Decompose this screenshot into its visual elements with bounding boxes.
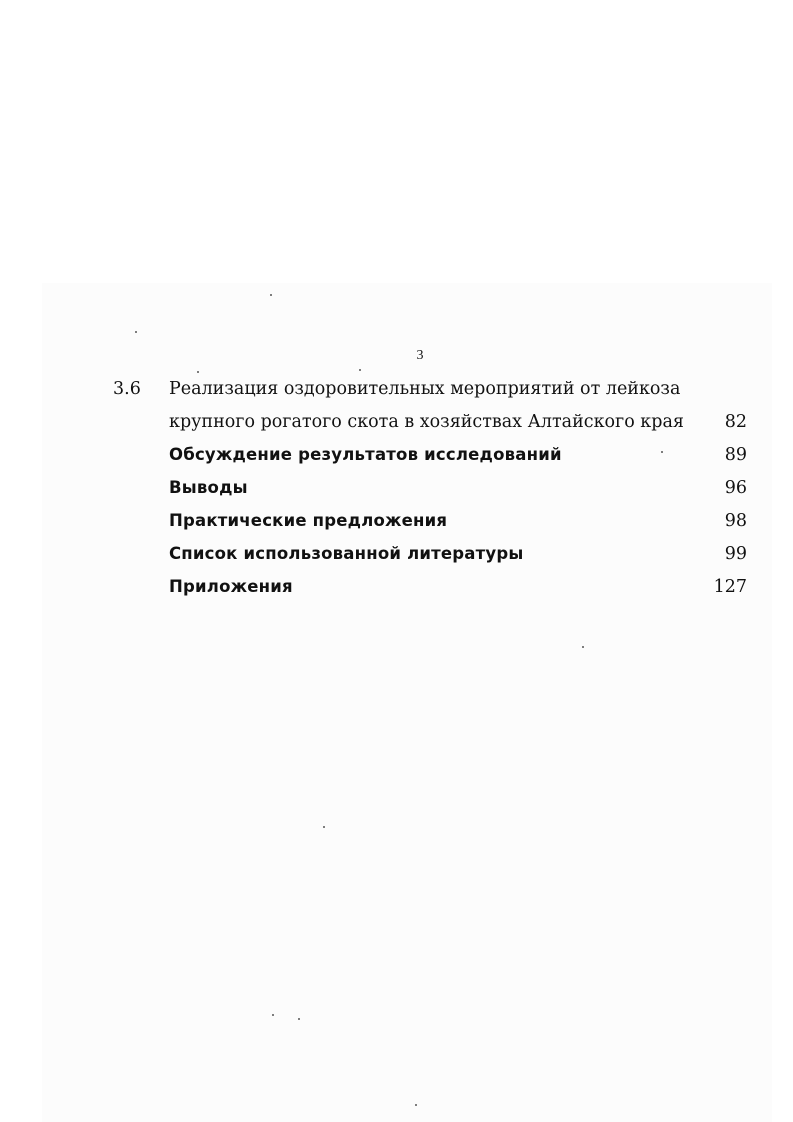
toc-title: Выводы bbox=[169, 478, 248, 497]
scan-speck bbox=[272, 1014, 274, 1016]
toc-title: Реализация оздоровительных мероприятий от лейкоза bbox=[169, 379, 681, 399]
scan-speck bbox=[270, 294, 272, 296]
scan-speck bbox=[197, 371, 199, 373]
toc-entry bbox=[0, 473, 793, 503]
toc-entry bbox=[0, 506, 793, 536]
scan-speck bbox=[582, 646, 584, 648]
toc-entry bbox=[0, 374, 793, 404]
toc-page-number: 89 bbox=[724, 445, 747, 465]
toc-entry bbox=[0, 440, 793, 470]
toc-title: Список использованной литературы bbox=[169, 544, 524, 563]
toc-page-number: 127 bbox=[713, 577, 747, 597]
page-number: 3 bbox=[416, 348, 424, 363]
toc-page-number: 96 bbox=[724, 478, 747, 498]
scan-speck bbox=[298, 1018, 300, 1020]
toc-entry bbox=[0, 539, 793, 569]
scan-speck bbox=[135, 331, 137, 333]
scan-speck bbox=[359, 369, 361, 371]
scan-speck bbox=[415, 1104, 417, 1106]
toc-title: Приложения bbox=[169, 577, 293, 596]
scan-speck bbox=[323, 826, 325, 828]
toc-title: Обсуждение результатов исследований bbox=[169, 445, 562, 464]
toc-entry bbox=[0, 572, 793, 602]
toc-page-number: 98 bbox=[724, 511, 747, 531]
toc-page-number: 99 bbox=[724, 544, 747, 564]
toc-entry bbox=[0, 407, 793, 437]
toc-title: крупного рогатого скота в хозяйствах Алтайского края bbox=[169, 412, 684, 432]
toc-section-number: 3.6 bbox=[113, 379, 141, 399]
toc-title: Практические предложения bbox=[169, 511, 448, 530]
toc-page-number: 82 bbox=[724, 412, 747, 432]
